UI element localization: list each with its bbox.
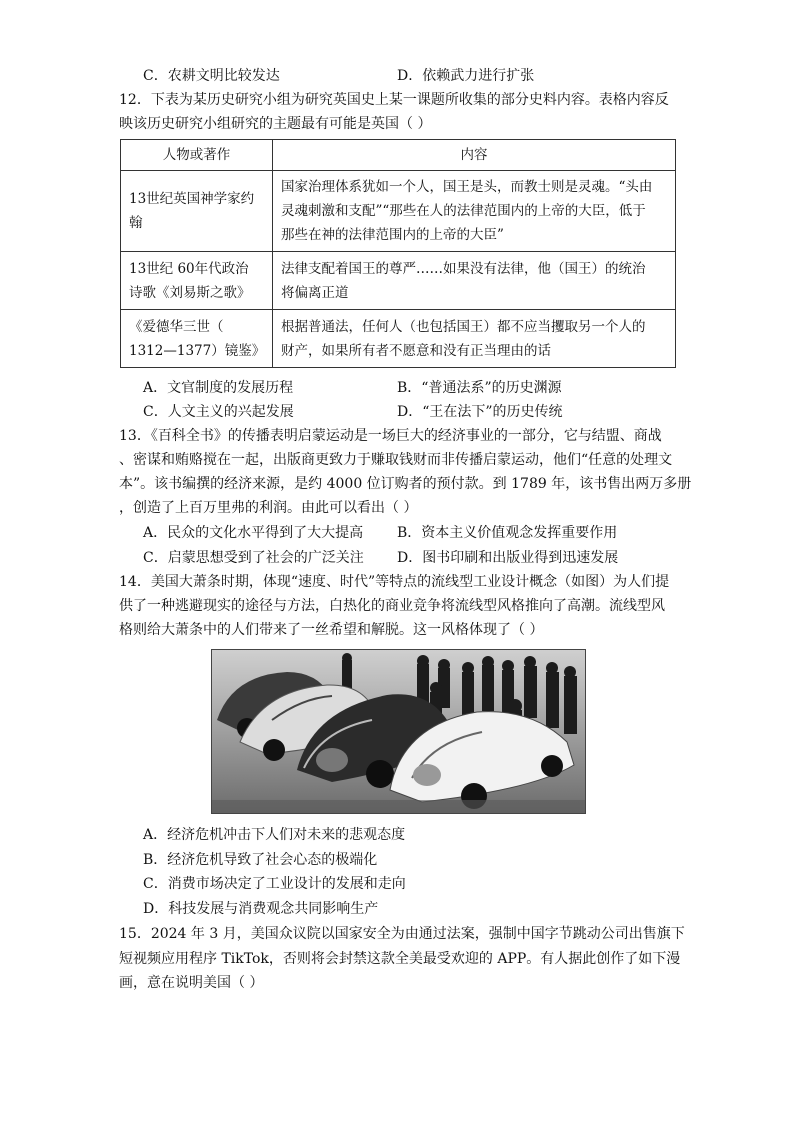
source-line: 翰: [129, 215, 143, 231]
content-line: 灵魂刺激和支配”“那些在人的法律范围内的上帝的大臣，低于: [281, 203, 646, 219]
source-line: 诗歌《刘易斯之歌》: [129, 284, 251, 301]
q14-option-a: A．经济危机冲击下人们对未来的悲观态度: [143, 827, 406, 843]
q13-option-c: C．启蒙思想受到了社会的广泛关注: [143, 550, 364, 566]
q12-stem-line2: 映该历史研究小组研究的主题最有可能是英国（ ）: [119, 116, 432, 132]
q14-option-c: C．消费市场决定了工业设计的发展和走向: [143, 876, 406, 892]
q15-stem-line1: 15．2024 年 3 月，美国众议院以国家安全为由通过法案，强制中国字节跳动公司出售旗下: [119, 926, 685, 942]
source-line: 13世纪英国神学家约: [129, 191, 255, 207]
q15-stem-line3: 画，意在说明美国（ ）: [119, 975, 264, 991]
q14-option-b: B．经济危机导致了社会心态的极端化: [143, 852, 378, 868]
table-header-source: 人物或著作: [121, 140, 273, 171]
source-line: 13世纪 60年代政治: [129, 260, 249, 277]
content-line: 国家治理体系犹如一个人，国王是头，而教士则是灵魂。“头由: [281, 179, 653, 195]
table-cell-source: [121, 252, 273, 310]
prev-option-d: D．依赖武力进行扩张: [397, 68, 535, 84]
table-row: [121, 310, 676, 368]
table-cell-source: [121, 310, 273, 368]
q12-option-d: D．“王在法下”的历史传统: [397, 404, 563, 420]
q13-stem-line4: ，创造了上百万里弗的利润。由此可以看出（ ）: [119, 500, 418, 516]
table-cell-content: [273, 171, 676, 252]
table-header-content: 内容: [273, 140, 676, 171]
q13-option-b: B．资本主义价值观念发挥重要作用: [397, 525, 618, 541]
q13-option-d: D．图书印刷和出版业得到迅速发展: [397, 550, 619, 566]
streamlined-cars-photo: [211, 649, 586, 814]
q13-option-a: A．民众的文化水平得到了大大提高: [143, 525, 364, 541]
q15-stem-line2: 短视频应用程序 TikTok，否则将会封禁这款全美最受欢迎的 APP。有人据此创作了如下漫: [119, 951, 681, 967]
q12-option-a: A．文官制度的发展历程: [143, 380, 294, 396]
table-cell-content: [273, 252, 676, 310]
table-row: [121, 252, 676, 310]
q14-stem-line3: 格则给大萧条中的人们带来了一丝希望和解脱。这一风格体现了（ ）: [119, 622, 544, 638]
cars-illustration: [212, 650, 585, 813]
q12-option-b: B．“普通法系”的历史渊源: [397, 380, 562, 396]
content-line: 财产，如果所有者不愿意和没有正当理由的话: [281, 342, 551, 359]
q13-stem-line1: 13．《百科全书》的传播表明启蒙运动是一场巨大的经济事业的一部分，它与结盟、商战: [119, 428, 662, 444]
q12-option-c: C．人文主义的兴起发展: [143, 404, 294, 420]
source-line: 《爱德华三世（: [129, 318, 224, 335]
table-row: [121, 171, 676, 252]
content-line: 那些在神的法律范围内的上帝的大臣”: [281, 227, 504, 243]
q14-stem-line1: 14．美国大萧条时期，体现“速度、时代”等特点的流线型工业设计概念（如图）为人们提: [119, 574, 670, 590]
prev-option-c: C．农耕文明比较发达: [143, 68, 280, 84]
content-line: 将偏离正道: [281, 284, 349, 301]
table-cell-content: [273, 310, 676, 368]
q13-stem-line3: 本”。该书编撰的经济来源，是约 4000 位订购者的预付款。到 1789 年，该书售出两万多册: [119, 476, 692, 492]
q14-option-d: D．科技发展与消费观念共同影响生产: [143, 901, 379, 917]
table-cell-source: [121, 171, 273, 252]
content-line: 法律支配着国王的尊严……如果没有法律，他（国王）的统治: [281, 260, 646, 277]
q14-stem-line2: 供了一种逃避现实的途径与方法，白热化的商业竞争将流线型风格推向了高潮。流线型风: [119, 598, 665, 614]
q13-stem-line2: 、密谋和贿赂搅在一起，出版商更致力于赚取钱财而非传播启蒙运动，他们“任意的处理文: [119, 452, 673, 468]
q12-source-table: [120, 139, 676, 368]
q12-stem-line1: 12．下表为某历史研究小组为研究英国史上某一课题所收集的部分史料内容。表格内容反: [119, 92, 669, 108]
table-header-row: [121, 140, 676, 171]
source-line: 1312—1377）镜鉴》: [129, 342, 266, 359]
content-line: 根据普通法，任何人（也包括国王）都不应当攫取另一个人的: [281, 318, 646, 335]
